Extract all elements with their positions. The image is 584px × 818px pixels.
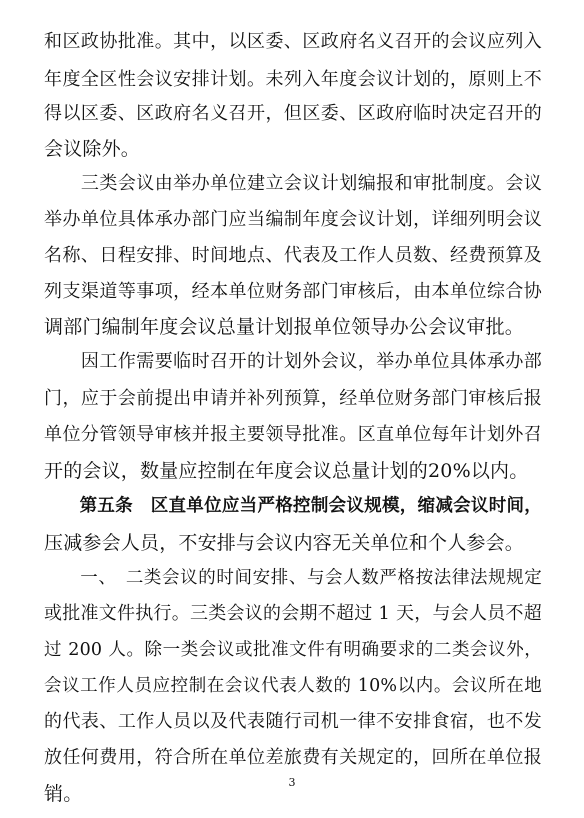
text-line-20: 的代表、工作人员以及代表随行司机一律不安排食宿，也不发 <box>44 711 542 732</box>
text-line-8: 列支渠道等事项，经本单位财务部门审核后，由本单位综合协 <box>44 281 542 302</box>
text-line-16: 一、 二类会议的时间安排、与会人数严格按法律法规规定 <box>44 568 542 588</box>
page-number: 3 <box>288 776 296 789</box>
text-line-1: 和区政协批准。其中，以区委、区政府名义召开的会议应列入 <box>44 31 542 52</box>
text-line-5: 三类会议由举办单位建立会议计划编报和审批制度。会议 <box>44 173 542 194</box>
text-line-3: 得以区委、区政府名义召开，但区委、区政府临时决定召开的 <box>44 103 542 124</box>
article-5-heading: 第五条 区直单位应当严格控制会议规模，缩减会议时间， <box>44 496 542 516</box>
text-line-17: 或批准文件执行。三类会议的会期不超过 1 天，与会人员不超 <box>44 603 542 624</box>
text-line-9: 调部门编制年度会议总量计划报单位领导办公会议审批。 <box>44 316 525 338</box>
text-line-13: 开的会议，数量应控制在年度会议总量计划的20%以内。 <box>44 460 529 482</box>
text-line-21: 放任何费用，符合所在单位差旅费有关规定的，回所在单位报 <box>44 747 542 768</box>
text-line-4: 会议除外。 <box>44 138 141 160</box>
text-line-10: 因工作需要临时召开的计划外会议，举办单位具体承办部 <box>44 351 542 372</box>
text-line-12: 单位分管领导审核并报主要领导批准。区直单位每年计划外召 <box>44 424 542 445</box>
text-line-7: 名称、日程安排、时间地点、代表及工作人员数、经费预算及 <box>44 245 542 266</box>
text-line-19: 会议工作人员应控制在会议代表人数的 10%以内。会议所在地 <box>44 676 542 696</box>
text-line-18: 过 200 人。除一类会议或批准文件有明确要求的二类会议外， <box>44 640 542 660</box>
text-line-11: 门，应于会前提出申请并补列预算，经单位财务部门审核后报 <box>44 388 542 409</box>
text-line-22: 销。 <box>44 783 83 805</box>
text-line-15: 压减参会人员，不安排与会议内容无关单位和个人参会。 <box>44 532 525 554</box>
text-line-2: 年度全区性会议安排计划。未列入年度会议计划的，原则上不 <box>44 69 542 90</box>
text-line-6: 举办单位具体承办部门应当编制年度会议计划，详细列明会议 <box>44 209 542 230</box>
